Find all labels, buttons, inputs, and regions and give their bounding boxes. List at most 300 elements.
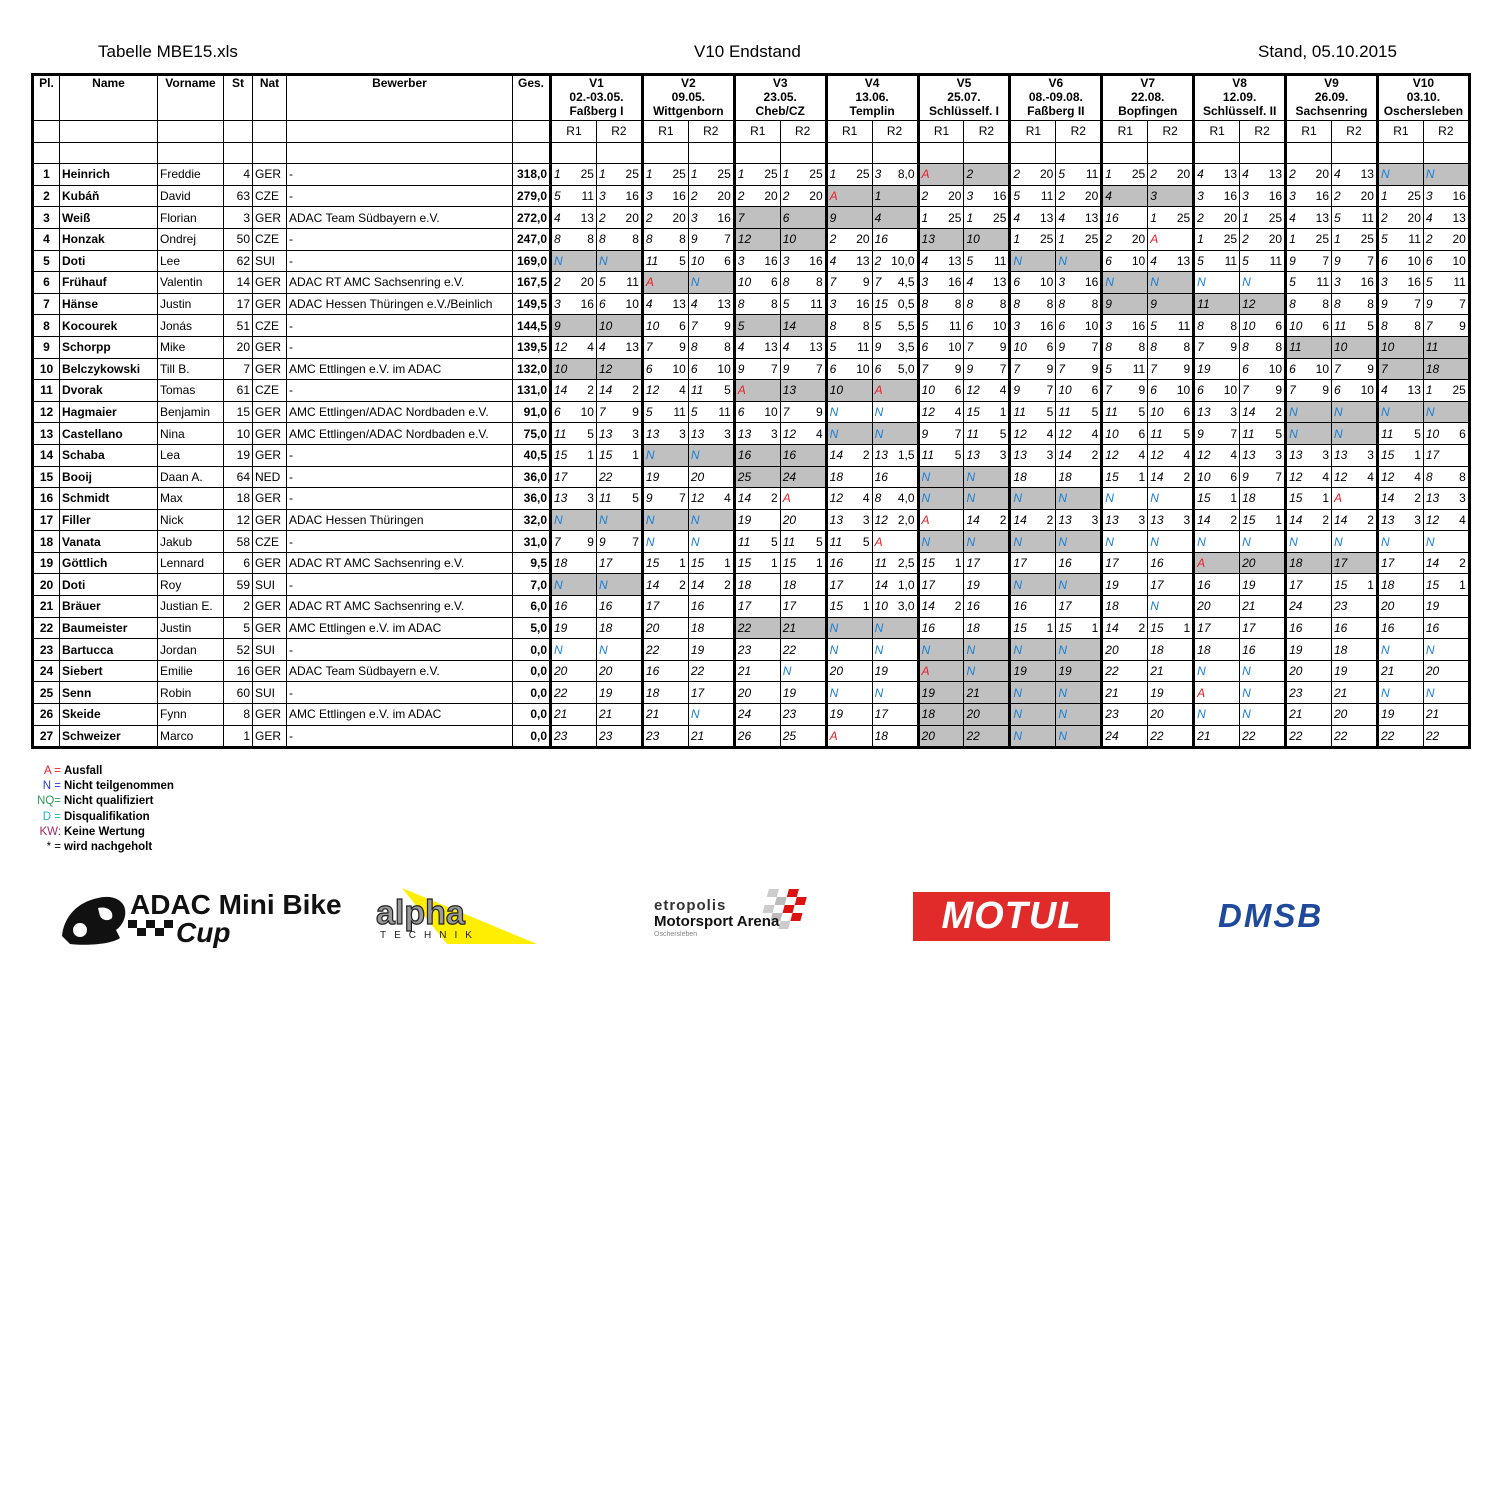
race-position: 17 <box>829 577 844 592</box>
name-cell: Skeide <box>60 704 158 726</box>
race-points: 3 <box>1459 491 1466 506</box>
result-cell <box>1240 380 1286 402</box>
result-cell <box>688 293 734 315</box>
start-number-cell: 17 <box>224 293 253 315</box>
race-position: 6 <box>1289 361 1296 376</box>
race-position: N <box>1058 534 1068 549</box>
result-cell <box>964 639 1010 661</box>
race-position: 12 <box>1380 469 1395 484</box>
result-cell <box>1423 725 1469 748</box>
race-position: 8 <box>1197 318 1204 333</box>
result-cell <box>1240 639 1286 661</box>
race-position: N <box>1197 534 1206 549</box>
result-cell <box>964 488 1010 510</box>
alpha-logo-line1: alpha <box>376 894 465 932</box>
bewerber-cell: - <box>287 639 513 661</box>
race-points: 8 <box>1230 318 1238 333</box>
race-position: 15 <box>554 448 568 463</box>
result-cell <box>1010 185 1056 207</box>
bewerber-cell: - <box>287 488 513 510</box>
race-position: 9 <box>1013 383 1021 398</box>
race-position: 19 <box>1289 642 1303 657</box>
total-points-cell: 144,5 <box>513 315 551 337</box>
race-position: 23 <box>598 728 613 743</box>
table-row <box>33 704 1470 726</box>
result-cell <box>918 682 964 704</box>
race-position: 5 <box>1105 361 1112 376</box>
result-cell <box>872 704 918 726</box>
race-position: 6 <box>1380 253 1388 268</box>
result-cell <box>1286 164 1332 186</box>
race-points: 3 <box>1275 448 1283 463</box>
result-cell <box>872 207 918 229</box>
race-position: 5 <box>737 318 745 333</box>
race-position: 6 <box>966 318 974 333</box>
result-cell <box>642 574 688 596</box>
race-points: 11 <box>1408 232 1421 247</box>
result-cell <box>1102 358 1148 380</box>
race-points: 7 <box>679 491 686 506</box>
race-position: 5 <box>554 189 561 204</box>
race-position: 23 <box>737 642 752 657</box>
nationality-cell: GER <box>253 660 287 682</box>
result-cell <box>1148 660 1194 682</box>
race-position: 14 <box>598 383 613 398</box>
vorname-cell: Daan A. <box>158 466 224 488</box>
race-points: 9 <box>1275 383 1283 398</box>
result-cell <box>872 250 918 272</box>
race-label-r2: R2 <box>596 121 642 143</box>
race-points: 1 <box>815 556 823 571</box>
race-position: 18 <box>737 577 752 592</box>
race-position: N <box>1013 491 1023 506</box>
result-cell <box>1423 660 1469 682</box>
race-position: 15 <box>1058 620 1072 635</box>
race-position: 19 <box>1105 577 1119 592</box>
race-position: 19 <box>690 642 705 657</box>
vorname-cell: Justian E. <box>158 596 224 618</box>
result-cell <box>918 617 964 639</box>
result-cell <box>1240 660 1286 682</box>
legend-key: N = <box>42 780 61 793</box>
event-venue: Oschersleben <box>1383 104 1464 118</box>
race-position: 3 <box>1334 275 1341 290</box>
race-position: 7 <box>1058 361 1066 376</box>
race-position: N <box>921 642 931 657</box>
race-position: 4 <box>1150 253 1157 268</box>
total-points-cell: 131,0 <box>513 380 551 402</box>
event-id: V8 <box>1232 76 1247 90</box>
bewerber-cell: ADAC RT AMC Sachsenring e.V. <box>287 272 513 294</box>
result-cell <box>734 293 780 315</box>
result-cell <box>872 423 918 445</box>
event-id: V10 <box>1412 76 1435 90</box>
blank-cell <box>780 142 826 164</box>
race-points: 3 <box>632 426 639 441</box>
table-row <box>33 444 1470 466</box>
race-points: 5 <box>1367 318 1374 333</box>
result-cell <box>596 423 642 445</box>
race-position: 21 <box>1197 728 1211 743</box>
race-position: 7 <box>829 275 837 290</box>
table-row <box>33 380 1470 402</box>
race-points: 25 <box>672 167 686 182</box>
name-cell: Booij <box>60 466 158 488</box>
result-cell <box>1148 250 1194 272</box>
blank-cell <box>642 142 688 164</box>
race-points: 3 <box>1046 448 1054 463</box>
result-cell <box>688 444 734 466</box>
result-cell <box>1194 596 1240 618</box>
total-points-cell: 0,0 <box>513 682 551 704</box>
race-points: 8 <box>999 297 1007 312</box>
race-position: 16 <box>1425 620 1440 635</box>
result-cell <box>964 725 1010 748</box>
place-cell: 7 <box>33 293 60 315</box>
race-label-r2: R2 <box>688 121 734 143</box>
result-cell <box>1240 682 1286 704</box>
race-position: 16 <box>1334 620 1348 635</box>
bewerber-cell: - <box>287 185 513 207</box>
race-position: 1 <box>554 167 561 182</box>
result-cell <box>596 358 642 380</box>
race-points: 7 <box>1459 297 1466 312</box>
result-cell <box>1423 617 1469 639</box>
name-cell: Senn <box>60 682 158 704</box>
result-cell <box>1102 660 1148 682</box>
start-number-cell: 18 <box>224 488 253 510</box>
legend-label: Ausfall <box>64 765 103 777</box>
result-cell <box>1286 207 1332 229</box>
table-row <box>33 682 1470 704</box>
result-cell <box>642 617 688 639</box>
race-position: 7 <box>690 318 698 333</box>
bewerber-cell: AMC Ettlingen e.V. im ADAC <box>287 704 513 726</box>
race-points: 11 <box>949 318 962 333</box>
result-cell <box>964 164 1010 186</box>
result-cell <box>964 660 1010 682</box>
place-cell: 3 <box>33 207 60 229</box>
race-points: 3 <box>1322 448 1329 463</box>
race-points: 5,5 <box>897 318 915 333</box>
race-points: 6 <box>1046 340 1054 355</box>
result-cell <box>1102 552 1148 574</box>
blank-cell <box>596 142 642 164</box>
result-cell <box>1056 596 1102 618</box>
result-cell <box>1148 380 1194 402</box>
race-points: 13 <box>1315 210 1329 225</box>
etropolis-logo-line3: Oschersleben <box>654 931 698 938</box>
result-cell <box>918 552 964 574</box>
result-cell <box>596 272 642 294</box>
result-cell <box>1423 185 1469 207</box>
race-position: 12 <box>874 512 888 527</box>
result-cell <box>596 682 642 704</box>
vorname-cell: Fynn <box>158 704 224 726</box>
race-points: 16 <box>1039 318 1054 333</box>
race-position: N <box>921 534 931 549</box>
result-cell <box>551 574 597 596</box>
start-number-cell: 61 <box>224 380 253 402</box>
result-cell <box>688 250 734 272</box>
race-points: 2 <box>1275 405 1283 420</box>
result-cell <box>734 574 780 596</box>
race-position: 21 <box>1380 664 1395 679</box>
race-position: 17 <box>1334 556 1348 571</box>
race-points: 2 <box>1183 469 1191 484</box>
result-cell <box>1056 336 1102 358</box>
result-cell <box>1102 336 1148 358</box>
result-cell <box>826 164 872 186</box>
race-position: 17 <box>645 599 660 614</box>
race-points: 9 <box>954 361 962 376</box>
header-spacer <box>60 121 158 143</box>
result-cell <box>1332 639 1378 661</box>
result-cell <box>1240 228 1286 250</box>
race-position: N <box>1197 707 1206 722</box>
result-cell <box>918 401 964 423</box>
race-position: 14 <box>1289 512 1303 527</box>
race-points: 6 <box>1459 426 1466 441</box>
race-position: 10 <box>874 599 888 614</box>
result-cell <box>688 380 734 402</box>
result-cell <box>1010 682 1056 704</box>
race-points: 11 <box>581 189 594 204</box>
race-position: 20 <box>1380 599 1395 614</box>
race-label-r1: R1 <box>551 121 597 143</box>
race-position: 11 <box>1380 426 1394 441</box>
result-cell <box>918 704 964 726</box>
nationality-cell: GER <box>253 444 287 466</box>
race-points: 5 <box>1183 426 1191 441</box>
total-points-cell: 32,0 <box>513 509 551 531</box>
bewerber-cell: - <box>287 444 513 466</box>
result-cell <box>918 423 964 445</box>
result-cell <box>688 509 734 531</box>
result-cell <box>1240 552 1286 574</box>
result-cell <box>1102 488 1148 510</box>
name-cell: Bräuer <box>60 596 158 618</box>
race-position: 5 <box>1197 253 1204 268</box>
race-points: 11 <box>626 275 639 290</box>
legend-item <box>34 810 174 825</box>
race-position: 9 <box>1242 469 1249 484</box>
race-position: 9 <box>554 318 561 333</box>
result-cell <box>551 228 597 250</box>
race-position: N <box>554 512 563 527</box>
place-cell: 14 <box>33 444 60 466</box>
total-points-cell: 7,0 <box>513 574 551 596</box>
start-number-cell: 12 <box>224 509 253 531</box>
result-cell <box>964 358 1010 380</box>
race-position: 13 <box>1242 448 1256 463</box>
race-points: 13 <box>993 275 1007 290</box>
result-cell <box>1056 660 1102 682</box>
race-position: 5 <box>1380 232 1388 247</box>
race-points: 4,5 <box>897 275 915 290</box>
result-cell <box>1102 444 1148 466</box>
result-cell <box>1194 704 1240 726</box>
result-cell <box>734 401 780 423</box>
race-points: 3 <box>1230 405 1238 420</box>
race-position: 17 <box>1242 620 1256 635</box>
name-cell: Heinrich <box>60 164 158 186</box>
race-position: N <box>874 426 884 441</box>
race-position: 8 <box>645 232 653 247</box>
race-position: 14 <box>921 599 935 614</box>
race-position: 22 <box>1334 728 1348 743</box>
result-cell <box>780 725 826 748</box>
result-cell <box>551 315 597 337</box>
start-number-cell: 60 <box>224 682 253 704</box>
race-position: 22 <box>966 728 980 743</box>
race-points: 25 <box>809 167 823 182</box>
event-date: 22.08. <box>1131 90 1165 104</box>
result-cell <box>1010 293 1056 315</box>
race-position: 4 <box>1425 210 1433 225</box>
result-cell <box>734 531 780 553</box>
place-cell: 19 <box>33 552 60 574</box>
race-position: 20 <box>829 664 844 679</box>
start-number-cell: 16 <box>224 660 253 682</box>
result-cell <box>1332 444 1378 466</box>
vorname-cell: Nina <box>158 423 224 445</box>
race-position: 17 <box>1013 556 1027 571</box>
race-points: 6 <box>1138 426 1146 441</box>
event-venue: Wittgenborn <box>653 104 724 118</box>
race-points: 16 <box>1084 275 1099 290</box>
race-position: A <box>921 167 930 182</box>
table-row <box>33 272 1470 294</box>
race-points: 10 <box>764 405 778 420</box>
race-position: 13 <box>1425 491 1440 506</box>
race-position: N <box>1058 642 1068 657</box>
vorname-cell: Nick <box>158 509 224 531</box>
result-cell <box>826 293 872 315</box>
name-cell: Belczykowski <box>60 358 158 380</box>
event-header-v1 <box>551 75 643 121</box>
race-position: 10 <box>737 275 752 290</box>
race-points: 4 <box>587 340 594 355</box>
race-position: 10 <box>598 318 613 333</box>
result-cell <box>1194 358 1240 380</box>
result-cell <box>1056 444 1102 466</box>
bewerber-cell: AMC Ettlingen/ADAC Nordbaden e.V. <box>287 423 513 445</box>
race-points: 25 <box>717 167 731 182</box>
race-position: 2 <box>1013 167 1021 182</box>
result-cell <box>1102 380 1148 402</box>
race-points: 1 <box>587 448 594 463</box>
result-cell <box>1377 164 1423 186</box>
race-position: 7 <box>554 534 561 549</box>
blank-cell <box>1056 142 1102 164</box>
race-points: 2 <box>999 512 1007 527</box>
race-position: 2 <box>1150 167 1157 182</box>
result-cell <box>918 596 964 618</box>
result-cell <box>780 228 826 250</box>
race-position: 22 <box>1105 664 1119 679</box>
result-cell <box>872 682 918 704</box>
total-points-cell: 6,0 <box>513 596 551 618</box>
event-venue: Sachsenring <box>1295 104 1368 118</box>
race-position: 7 <box>782 405 790 420</box>
race-points: 20 <box>1131 232 1146 247</box>
table-row <box>33 315 1470 337</box>
race-position: 14 <box>737 491 752 506</box>
race-position: 16 <box>874 232 888 247</box>
race-points: 9 <box>587 534 594 549</box>
document-title: Tabelle MBE15.xls <box>98 42 238 61</box>
result-cell <box>1286 444 1332 466</box>
race-position: N <box>598 512 608 527</box>
result-cell <box>734 639 780 661</box>
race-points: 20 <box>672 210 686 225</box>
result-cell <box>596 185 642 207</box>
result-cell <box>596 531 642 553</box>
race-points: 20 <box>1223 210 1238 225</box>
race-points: 8 <box>771 297 778 312</box>
race-points: 4 <box>999 383 1007 398</box>
race-points: 8 <box>1414 318 1421 333</box>
result-cell <box>826 704 872 726</box>
blank-cell <box>1423 142 1469 164</box>
race-position: 11 <box>1425 340 1439 355</box>
race-position: 5 <box>1242 253 1249 268</box>
race-points: 20 <box>948 189 962 204</box>
result-cell <box>1056 228 1102 250</box>
race-points: 20 <box>809 189 823 204</box>
result-cell <box>826 336 872 358</box>
result-cell <box>918 509 964 531</box>
race-position: 16 <box>598 599 613 614</box>
result-cell <box>1377 228 1423 250</box>
result-cell <box>1148 164 1194 186</box>
event-date: 09.05. <box>671 90 706 104</box>
table-body <box>33 164 1470 748</box>
race-position: 4 <box>1197 167 1204 182</box>
result-cell <box>780 488 826 510</box>
race-points: 9 <box>724 318 731 333</box>
race-position: 17 <box>966 556 980 571</box>
result-cell <box>1194 207 1240 229</box>
race-points: 2 <box>771 491 778 506</box>
place-cell: 1 <box>33 164 60 186</box>
race-points: 16 <box>1360 275 1374 290</box>
race-points: 2 <box>1459 556 1466 571</box>
result-cell <box>1332 380 1378 402</box>
result-cell <box>1423 704 1469 726</box>
start-number-cell: 10 <box>224 423 253 445</box>
legend-key: A = <box>44 765 61 777</box>
race-points: 5 <box>771 534 778 549</box>
race-position: 22 <box>1242 728 1256 743</box>
result-cell <box>1194 272 1240 294</box>
race-position: 7 <box>966 340 974 355</box>
race-position: 1 <box>690 167 698 182</box>
result-cell <box>1010 660 1056 682</box>
race-position: 10 <box>645 318 660 333</box>
legend <box>34 764 174 855</box>
race-position: 7 <box>874 275 882 290</box>
race-position: 15 <box>1105 469 1119 484</box>
race-position: 6 <box>645 361 653 376</box>
race-position: N <box>1242 664 1251 679</box>
race-points: 5,0 <box>897 361 915 376</box>
result-cell <box>1423 164 1469 186</box>
race-position: 5 <box>1289 275 1296 290</box>
result-cell <box>1377 207 1423 229</box>
race-position: 17 <box>921 577 935 592</box>
